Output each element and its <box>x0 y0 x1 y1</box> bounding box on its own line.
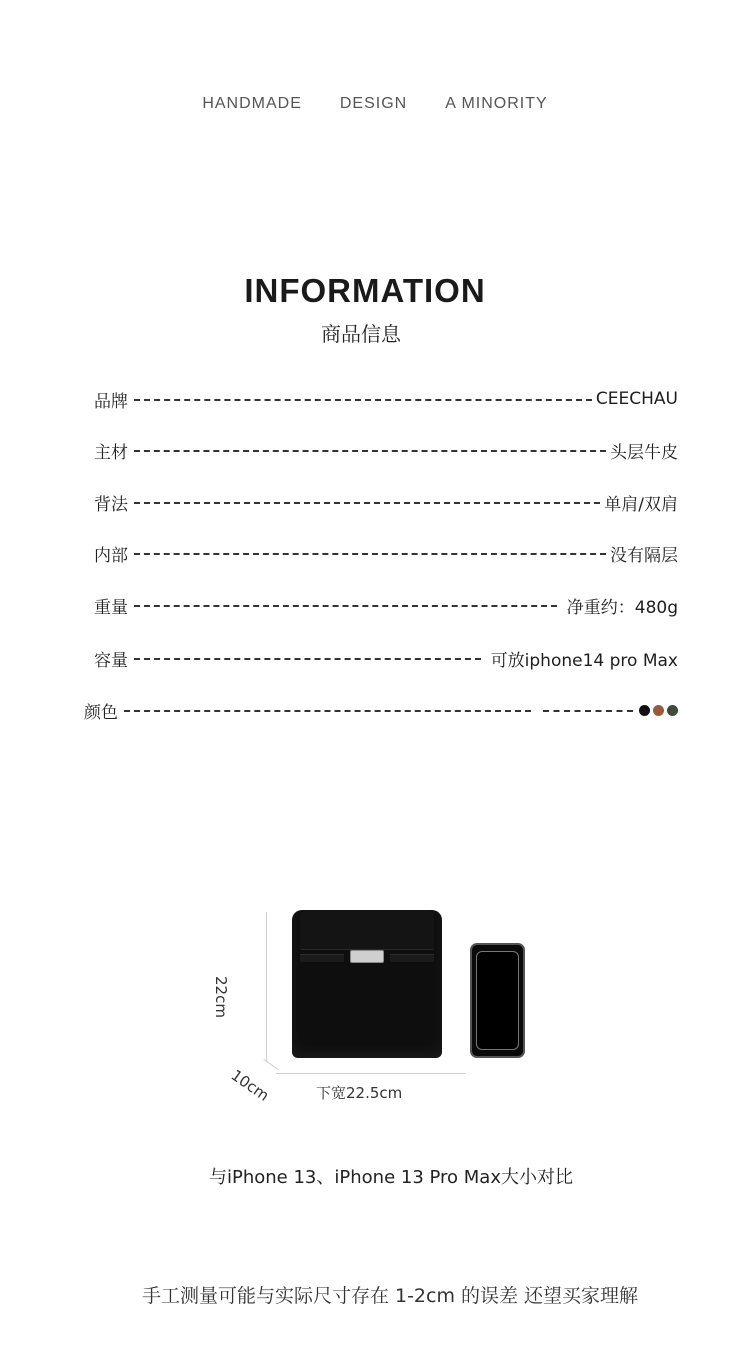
tagline-minority: A MINORITY <box>445 95 548 112</box>
bag-flap <box>300 910 434 950</box>
depth-dimension-line <box>263 1059 278 1070</box>
bag-image <box>292 910 442 1058</box>
info-label: 内部 <box>94 545 128 566</box>
info-label: 重量 <box>94 597 128 618</box>
dashed-leader <box>134 502 600 504</box>
info-row-color <box>84 697 678 723</box>
tagline-design: DESIGN <box>339 95 408 112</box>
info-row-weight <box>94 592 678 618</box>
info-value: 可放iphone14 pro Max <box>490 650 678 671</box>
color-swatch-dark-green[interactable] <box>667 705 678 716</box>
info-label: 颜色 <box>84 702 118 723</box>
color-swatch-black[interactable] <box>639 705 650 716</box>
info-value: 没有隔层 <box>610 545 678 566</box>
height-label: 22cm <box>212 976 230 1018</box>
dashed-leader <box>134 553 606 555</box>
color-swatches <box>639 705 678 716</box>
width-dimension-line <box>276 1073 466 1074</box>
comparison-caption: 与iPhone 13、iPhone 13 Pro Max大小对比 <box>209 1167 573 1188</box>
bag-strap-right <box>390 954 434 962</box>
phone-screen <box>476 951 519 1050</box>
info-value: 净重约：480g <box>566 597 678 618</box>
measurement-note: 手工测量可能与实际尺寸存在 1-2cm 的误差 还望买家理解 <box>141 1285 639 1307</box>
info-value: 单肩/双肩 <box>604 494 678 515</box>
width-label: 下宽22.5cm <box>316 1084 403 1102</box>
color-swatch-brown[interactable] <box>653 705 664 716</box>
info-label: 品牌 <box>94 391 128 412</box>
info-label: 容量 <box>94 650 128 671</box>
depth-label: 10cm <box>227 1066 273 1105</box>
dashed-leader <box>134 658 481 660</box>
info-row-interior <box>94 540 678 566</box>
bag-lock <box>350 950 384 963</box>
info-value: 头层牛皮 <box>610 442 678 463</box>
dashed-leader <box>124 710 531 712</box>
info-row-carry <box>94 489 678 515</box>
phone-image <box>470 943 525 1058</box>
dashed-leader <box>543 710 633 712</box>
page-title: INFORMATION <box>244 272 486 309</box>
height-dimension-line <box>266 912 267 1062</box>
dashed-leader <box>134 399 592 401</box>
dashed-leader <box>134 450 606 452</box>
size-illustration <box>0 890 750 1120</box>
bag-strap-left <box>300 954 344 962</box>
info-label: 主材 <box>94 442 128 463</box>
tagline <box>0 95 750 113</box>
info-row-brand <box>94 386 678 412</box>
info-row-capacity <box>94 645 678 671</box>
info-label: 背法 <box>94 494 128 515</box>
dashed-leader <box>134 605 557 607</box>
page-subtitle: 商品信息 <box>321 322 401 346</box>
info-value: CEECHAU <box>595 389 678 409</box>
info-row-material <box>94 437 678 463</box>
tagline-handmade: HANDMADE <box>202 95 302 112</box>
